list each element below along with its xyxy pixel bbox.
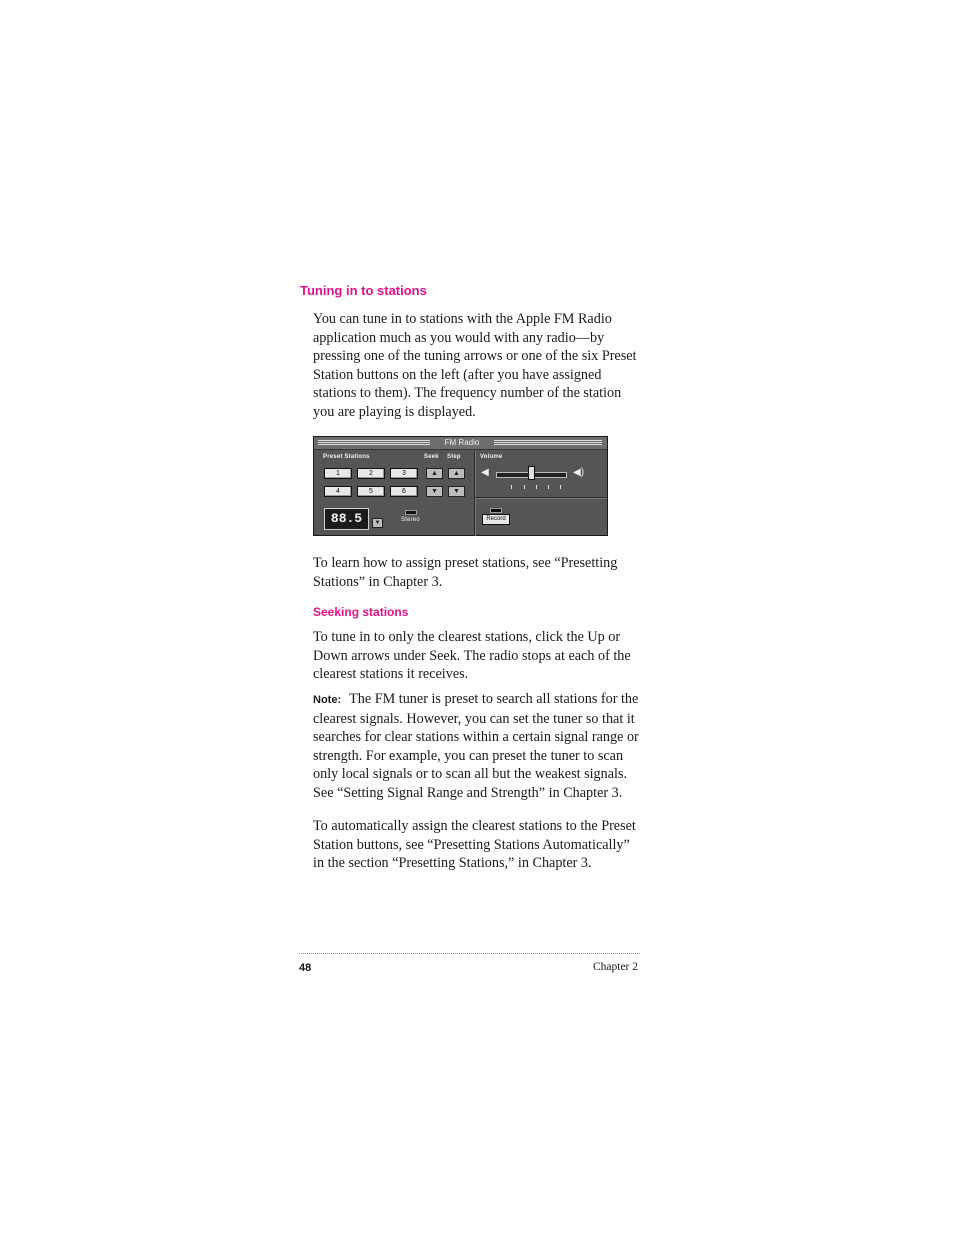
section-heading: Tuning in to stations xyxy=(300,283,427,298)
seek-label: Seek xyxy=(424,454,439,460)
step-up-button[interactable]: ▲ xyxy=(448,468,465,479)
preset-button-1[interactable]: 1 xyxy=(324,468,352,479)
preset-button-5[interactable]: 5 xyxy=(357,486,385,497)
note-label: Note: xyxy=(313,694,342,706)
speaker-high-icon: ◀) xyxy=(573,467,585,478)
seek-down-button[interactable]: ▼ xyxy=(426,486,443,497)
preset-button-3[interactable]: 3 xyxy=(390,468,418,479)
preset-button-4[interactable]: 4 xyxy=(324,486,352,497)
step-label: Step xyxy=(447,454,461,460)
note-paragraph xyxy=(313,690,643,803)
volume-slider-knob[interactable] xyxy=(528,466,535,480)
frequency-display: 88.5 xyxy=(324,508,369,530)
record-indicator xyxy=(490,508,502,513)
auto-assign-paragraph: To automatically assign the clearest stations to the Preset Station buttons, see “Presetting Stations Automatically” in the section “Presetting Stations,” in Chapter 3. xyxy=(313,818,636,872)
footer-rule xyxy=(299,953,640,954)
note-text: The FM tuner is preset to search all stations for the clearest signals. However, you can set the tuner so that it searches for clear stations within a certain signal range or strength. For example, you can preset the tuner to scan only local signals or to scan all but the weakest signals. See “Setting Signal Range and Strength” in Chapter 3. xyxy=(313,691,639,801)
stereo-label: Stereo xyxy=(401,517,420,523)
preset-stations-label: Preset Stations xyxy=(323,454,370,460)
step-down-button[interactable]: ▼ xyxy=(448,486,465,497)
fm-radio-window xyxy=(313,436,608,536)
page-number: 48 xyxy=(299,962,312,974)
after-figure-paragraph: To learn how to assign preset stations, see “Presetting Stations” in Chapter 3. xyxy=(313,555,618,590)
stereo-indicator xyxy=(405,510,417,515)
volume-label: Volume xyxy=(480,454,503,460)
intro-paragraph: You can tune in to stations with the Apple FM Radio application much as you would with any radio—by pressing one of the tuning arrows or one of the six Preset Station buttons on the left (after you have assigned stations to them). The frequency number of the station you are playing is displayed. xyxy=(313,311,637,420)
preset-button-2[interactable]: 2 xyxy=(357,468,385,479)
speaker-low-icon: ◀ xyxy=(481,467,489,478)
subsection-heading: Seeking stations xyxy=(313,605,409,619)
seek-up-button[interactable]: ▲ xyxy=(426,468,443,479)
window-title: FM Radio xyxy=(434,437,490,449)
chapter-label: Chapter 2 xyxy=(592,961,638,973)
title-bar[interactable] xyxy=(314,437,607,450)
seek-paragraph: To tune in to only the clearest stations, click the Up or Down arrows under Seek. The radio stops at each of the clearest stations it receives. xyxy=(313,629,631,683)
frequency-dropdown-button[interactable]: ▼ xyxy=(372,518,383,528)
record-button[interactable]: Record xyxy=(482,514,510,525)
preset-button-6[interactable]: 6 xyxy=(390,486,418,497)
